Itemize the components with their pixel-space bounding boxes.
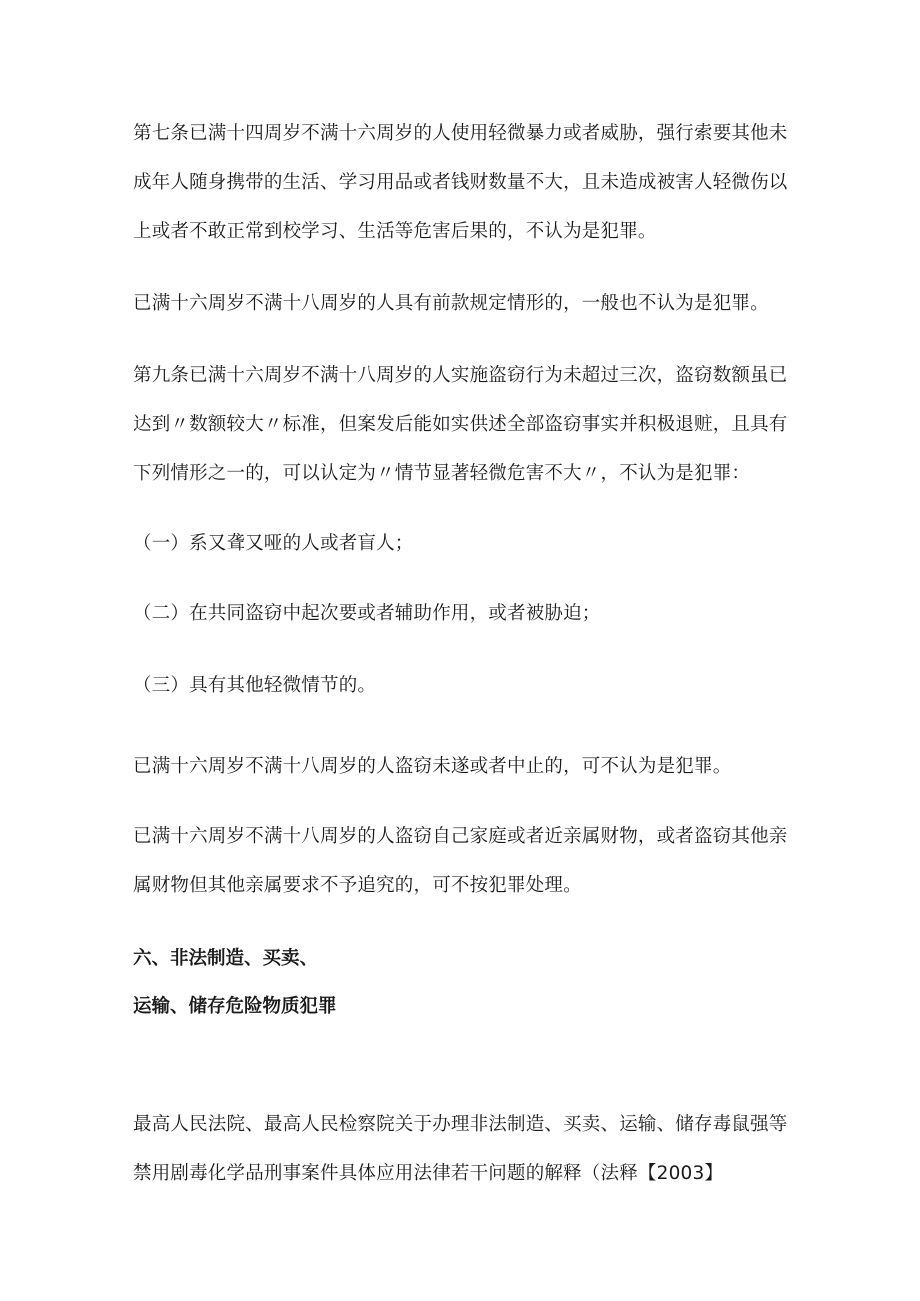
- paragraph-article-7-clause-2: [133, 279, 793, 328]
- text-line: 属财物但其他亲属要求不予追究的，可不按犯罪处理。: [133, 875, 582, 896]
- section-heading-line-2: 运输、储存危险物质犯罪: [133, 996, 337, 1017]
- paragraph-article-9: [133, 351, 793, 498]
- text-line: 已满十六周岁不满十八周岁的人盗窃未遂或者中止的，可不认为是犯罪。: [133, 756, 732, 777]
- text-line: 成年人随身携带的生活、学习用品或者钱财数量不大，且未造成被害人轻微伤以: [133, 172, 788, 193]
- text-line: 下列情形之一的，可以认定为〃情节显著轻微危害不大〃，不认为是犯罪：: [133, 463, 751, 484]
- list-item-2: [133, 589, 793, 638]
- text-line: 最高人民法院、最高人民检察院关于办理非法制造、买卖、运输、储存毒鼠强等: [133, 1114, 788, 1135]
- text-line: 达到〃数额较大〃标准，但案发后能如实供述全部盗窃事实并积极退赃，且具有: [133, 414, 788, 435]
- text-line: 第九条已满十六周岁不满十八周岁的人实施盗窃行为未超过三次，盗窃数额虽已: [133, 365, 788, 386]
- text-line: 禁用剧毒化学品刑事案件具体应用法律若干问题的解释（法释【2003】: [133, 1163, 724, 1184]
- text-line: （三）具有其他轻微情节的。: [133, 675, 377, 696]
- text-line: 第七条已满十四周岁不满十六周岁的人使用轻微暴力或者威胁，强行索要其他未: [133, 123, 788, 144]
- text-line: （二）在共同盗窃中起次要或者辅助作用，或者被胁迫；: [133, 603, 601, 624]
- paragraph-article-7: [133, 109, 793, 256]
- text-line: 上或者不敢正常到校学习、生活等危害后果的，不认为是犯罪。: [133, 221, 657, 242]
- paragraph-article-9-clause-2: [133, 742, 793, 791]
- paragraph-article-9-clause-3: [133, 812, 793, 910]
- paragraph-judicial-interpretation: [133, 1100, 793, 1198]
- text-line: （一）系又聋又哑的人或者盲人；: [133, 533, 414, 554]
- section-heading-line-1: 六、非法制造、买卖、: [133, 948, 319, 969]
- text-line: 已满十六周岁不满十八周岁的人具有前款规定情形的，一般也不认为是犯罪。: [133, 293, 769, 314]
- list-item-3: [133, 661, 793, 710]
- text-line: 已满十六周岁不满十八周岁的人盗窃自己家庭或者近亲属财物，或者盗窃其他亲: [133, 826, 788, 847]
- list-item-1: [133, 519, 793, 568]
